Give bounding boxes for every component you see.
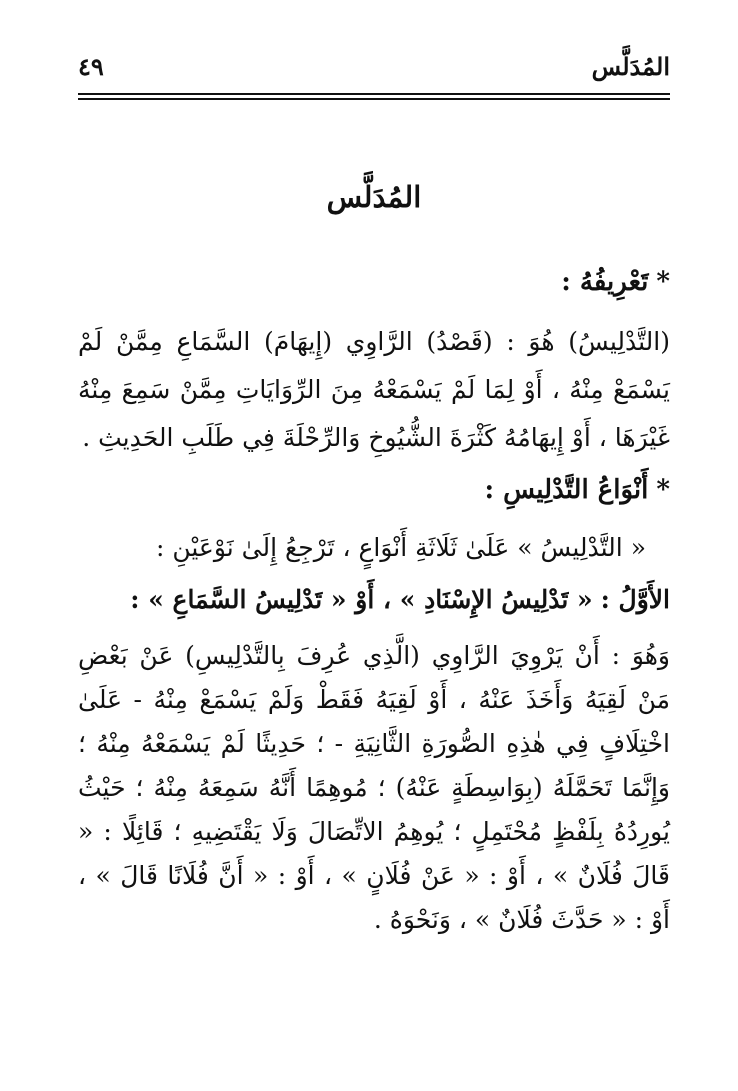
definition-heading (78, 264, 670, 300)
page-number: ٤٩ (78, 52, 104, 81)
first-type-paragraph: وَهُوَ : أَنْ يَرْوِيَ الرَّاوِي (الَّذِي عُرِفَ بِالتَّدْلِيسِ) عَنْ بَعْضِ مَنْ لَقِيَهُ وَأَخَذَ عَنْهُ ، أَوْ لَقِيَهُ فَقَطْ وَلَمْ يَسْمَعْ مِنْهُ - عَلَىٰ اخْتِلَافٍ فِي هٰذِهِ الصُّورَةِ الثَّانِيَةِ - ؛ حَدِيثًا لَمْ يَسْمَعْهُ مِنْهُ ؛ وَإِنَّمَا تَحَمَّلَهُ (بِوَاسِطَةٍ عَنْهُ) ؛ مُوهِمًا أَنَّهُ سَمِعَهُ مِنْهُ ؛ حَيْثُ يُورِدُهُ بِلَفْظٍ مُحْتَمِلٍ ؛ يُوهِمُ الاتِّصَالَ وَلَا يَقْتَضِيهِ ؛ قَائِلًا : « قَالَ فُلَانٌ » ، أَوْ : « عَنْ فُلَانٍ » ، أَوْ : « أَنَّ فُلَانًا قَالَ » ، أَوْ : « حَدَّثَ فُلَانٌ » ، وَنَحْوَهُ . (78, 641, 670, 934)
running-header (78, 52, 670, 92)
types-heading (78, 472, 670, 508)
first-type-heading (78, 578, 670, 622)
page-body (78, 180, 670, 950)
header-rule-bottom (78, 98, 670, 100)
first-type-label: الأَوَّلُ : (600, 585, 670, 614)
header-rule-top (78, 93, 670, 95)
first-type-name: « تَدْلِيسُ الإِسْنَادِ » ، أَوْ « تَدْلِيسُ السَّمَاعِ » : (130, 585, 593, 614)
types-heading-text: أَنْوَاعُ التَّدْلِيسِ : (484, 475, 649, 505)
asterisk-marker: * (656, 475, 670, 505)
running-title: المُدَلَّس (591, 52, 670, 81)
chapter-title: المُدَلَّس (326, 180, 422, 214)
types-intro-paragraph: « التَّدْلِيسُ » عَلَىٰ ثَلَاثَةِ أَنْوَاعٍ ، تَرْجِعُ إِلَىٰ نَوْعَيْنِ : (155, 533, 646, 562)
definition-paragraph: (التَّدْلِيسُ) هُوَ : (قَصْدُ) الرَّاوِي (إِيهَامَ) السَّمَاعِ مِمَّنْ لَمْ يَسْمَعْ مِنْهُ ، أَوْ لِمَا لَمْ يَسْمَعْهُ مِنَ الرِّوَايَاتِ مِمَّنْ سَمِعَ مِنْهُ غَيْرَهَا ، أَوْ إِيهَامُهُ كَثْرَةَ الشُّيُوخِ وَالرِّحْلَةَ فِي طَلَبِ الحَدِيثِ . (78, 327, 670, 452)
asterisk-marker: * (656, 267, 670, 297)
definition-heading-text: تَعْرِيفُهُ : (561, 267, 649, 297)
